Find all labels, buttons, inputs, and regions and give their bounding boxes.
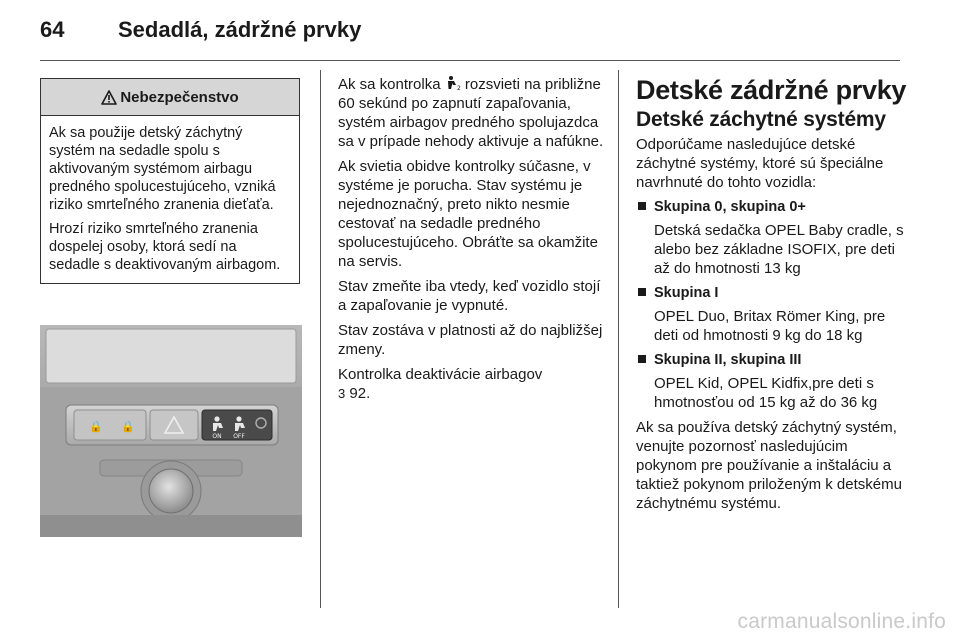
child-seat-group-list	[636, 198, 908, 412]
state-valid-paragraph: Stav zostáva v platnosti až do najbližšej zmeny.	[338, 322, 603, 358]
change-state-paragraph: Stav zmeňte iba vtedy, keď vozidlo stojí a zapaľovanie je vypnuté.	[338, 278, 601, 314]
warning-box	[40, 78, 300, 284]
page-title: Sedadlá, zádržné prvky	[118, 17, 362, 42]
bullet-square-icon	[638, 202, 646, 210]
warning-paragraph-1: Ak sa použije detský záchytný systém na sedadle spolu s aktivovaným systémom airbagu predného spolucestujúceho, vzniká riziko smrteľného zranenia dieťaťa.	[49, 125, 276, 213]
list-item: Skupina II, skupina III OPEL Kid, OPEL Kidfix,pre deti s hmotnosťou od 15 kg až do 36 kg	[636, 351, 908, 412]
warning-paragraph-2: Hrozí riziko smrteľného zranenia dospelej osoby, ktorá sedí na sedadle s deaktivovaným airbagom.	[49, 221, 281, 273]
column-divider-1	[320, 70, 321, 608]
left-column	[40, 78, 302, 284]
bullet-square-icon	[638, 288, 646, 296]
reference-paragraph: Kontrolka deaktivácie airbagov 3 92.	[338, 366, 543, 402]
warning-title: Nebezpečenstvo	[120, 88, 239, 106]
subsection-heading: Detské záchytné systémy	[636, 108, 886, 131]
header-rule	[40, 60, 900, 61]
page-header	[40, 17, 920, 49]
warning-triangle-icon	[101, 90, 117, 105]
airbag-status-paragraph: Ak sa kontrolka 2 rozsvieti na približne 60 sekúnd po zapnutí zapaľovania, systém airbagov predného spolujazdca sa v prípade nehody aktivuje a nafúkne.	[338, 76, 604, 150]
watermark: carmanualsonline.info	[737, 610, 946, 633]
malfunction-paragraph: Ak svietia obidve kontrolky súčasne, v systéme je porucha. Stav systému je nejednoznačný, preto nikto nesmie cestovať na sedadle predného spolucestujúceho. Obráťte sa okamžite na servis.	[338, 158, 598, 270]
list-item: Skupina I OPEL Duo, Britax Römer King, pre deti od hmotnosti 9 kg do 18 kg	[636, 284, 908, 345]
intro-paragraph: Odporúčame nasledujúce detské záchytné systémy, ktoré sú špeciálne navrhnuté do tohto vozidla:	[636, 136, 884, 191]
airbag-off-label: OFF	[233, 433, 245, 440]
column-divider-2	[618, 70, 619, 608]
page-reference-arrow-icon: 3	[338, 386, 346, 401]
warning-body	[41, 116, 299, 283]
bullet-square-icon	[638, 355, 646, 363]
airbag-switch-panel-photo	[40, 325, 302, 537]
svg-text:2: 2	[456, 85, 461, 91]
airbag-on-label: ON	[212, 433, 222, 440]
page-number: 64	[40, 17, 65, 42]
svg-text:🔒: 🔒	[121, 420, 135, 433]
middle-column	[338, 75, 604, 409]
svg-text:🔒: 🔒	[89, 420, 103, 433]
airbag-off-indicator-icon	[445, 75, 461, 91]
warning-header	[41, 79, 299, 116]
page-reference-link[interactable]: 92.	[349, 385, 371, 402]
outro-paragraph: Ak sa používa detský záchytný systém, venujte pozornosť nasledujúcim pokynom pre používanie a inštaláciu a taktiež pokynom priloženým k detskému záchytnému systému.	[636, 419, 902, 512]
list-item: Skupina 0, skupina 0+ Detská sedačka OPEL Baby cradle, s alebo bez základne ISOFIX, pre deti až do hmotnosti 13 kg	[636, 198, 908, 278]
section-heading: Detské zádržné prvky	[636, 75, 907, 105]
right-column	[636, 75, 908, 519]
